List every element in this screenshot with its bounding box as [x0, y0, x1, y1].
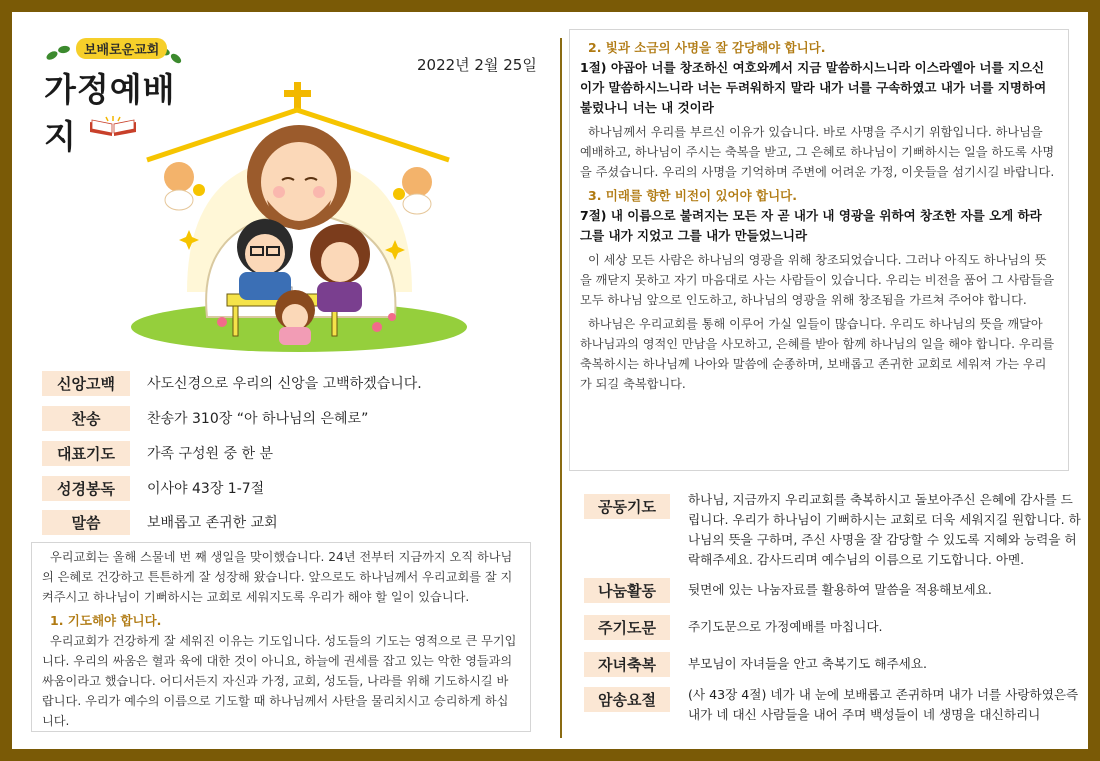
closing-row-common-prayer — [584, 490, 1084, 570]
bible-verse: 1절) 야곱아 너를 창조하신 여호와께서 지금 말씀하시느니라 이스라엘아 너를 지으신 이가 말씀하시느니라 너는 두려워하지 말라 내가 너를 구속하였고 내가 너를 지명하여 불렀나니 너는 내 것이라 — [580, 60, 1047, 115]
closing-row-blessing — [584, 652, 1084, 677]
closing-text: 뒷면에 있는 나눔자료를 활용하여 말씀을 적용해보세요. — [688, 582, 992, 597]
closing-text: 부모님이 자녀들을 안고 축복기도 해주세요. — [688, 656, 927, 671]
closing-label: 주기도문 — [584, 615, 670, 640]
section-body: 하나님은 우리교회를 통해 이루어 가실 일들이 많습니다. 우리도 하나님의 뜻을 깨달아 하나님과의 영적인 만남을 사모하고, 은혜를 받아 함께 하나님의 일을 해야 합니다. 우리를 축복하시는 하나님께 나아와 말씀에 순종하며, 보배롭고 존귀한 교회로 세워져 가는 우리가 되길 축복합니다. — [580, 317, 1055, 391]
order-label: 찬송 — [42, 406, 130, 431]
closing-row-memory-verse — [584, 685, 1084, 725]
closing-row-sharing — [584, 578, 1084, 603]
order-text: 이사야 43장 1-7절 — [147, 481, 265, 497]
section-title: 1. 기도해야 합니다. — [50, 613, 162, 628]
order-label: 대표기도 — [42, 441, 130, 466]
closing-text: 하나님, 지금까지 우리교회를 축복하시고 돌보아주신 은혜에 감사를 드립니다. 우리가 하나님이 기뻐하시는 교회로 더욱 세워지길 원합니다. 하나님의 뜻을 구하며, 주신 사명을 잘 감당할 수 있도록 지혜와 능력을 허락해주세요. 감사드리며 예수님의 이름으로 기도합니다. 아멘. — [688, 492, 1081, 567]
closing-label: 암송요절 — [584, 687, 670, 712]
order-text: 가족 구성원 중 한 분 — [147, 446, 273, 462]
sermon-box-right — [569, 29, 1069, 471]
order-text: 보배롭고 존귀한 교회 — [147, 515, 278, 531]
bulletin-title: 가정예배지 — [44, 70, 176, 156]
closing-label: 자녀축복 — [584, 652, 670, 677]
family-worship-illustration — [127, 82, 472, 357]
column-divider — [560, 38, 562, 738]
bible-verse: 7절) 내 이름으로 불려지는 모든 자 곧 내가 내 영광을 위하여 창조한 자를 오게 하라 그를 내가 지었고 그를 내가 만들었느니라 — [580, 208, 1042, 243]
bulletin-page — [12, 12, 1088, 749]
order-row-prayer — [42, 440, 273, 466]
leaf-icon — [57, 45, 70, 54]
order-row-hymn — [42, 405, 368, 431]
closing-text: 주기도문으로 가정예배를 마칩니다. — [688, 619, 883, 634]
closing-row-lords-prayer — [584, 615, 1084, 640]
leaf-icon — [45, 49, 59, 61]
order-label: 성경봉독 — [42, 476, 130, 501]
order-row-scripture — [42, 475, 264, 501]
section-body: 이 세상 모든 사람은 하나님의 영광을 위해 창조되었습니다. 그러나 아직도 하나님의 뜻을 깨닫지 못하고 자기 마음대로 사는 사람들이 있습니다. 우리는 비전을 품어 그 사람들을 모두 하나님 앞으로 인도하고, 하나님의 영광을 위해 창조됨을 가르쳐 주어야 합니다. — [580, 253, 1055, 307]
section-title: 2. 빛과 소금의 사명을 잘 감당해야 합니다. — [588, 40, 826, 55]
order-text: 찬송가 310장 “아 하나님의 은혜로” — [147, 411, 369, 427]
closing-label: 나눔활동 — [584, 578, 670, 603]
worship-date: 2022년 2월 25일 — [417, 56, 537, 74]
closing-label: 공동기도 — [584, 494, 670, 519]
order-label: 말씀 — [42, 510, 130, 535]
section-body: 우리교회가 건강하게 잘 세워진 이유는 기도입니다. 성도들의 기도는 영적으로 큰 무기입니다. 우리의 싸움은 혈과 육에 대한 것이 아니요, 하늘에 권세를 잡고 있는 악한 영들과의 싸움이라고 했습니다. 어디서든지 자신과 가정, 교회, 성도들, 나라를 위해 기도하시길 바랍니다. 우리가 예수의 이름으로 기도할 때 하나님께서 사탄을 물리치시고 승리하게 하십니다. — [42, 634, 517, 728]
section-body: 하나님께서 우리를 부르신 이유가 있습니다. 바로 사명을 주시기 위함입니다. 하나님을 예배하고, 하나님이 주시는 축복을 받고, 그 은혜로 하나님이 기뻐하시는 일을 하도록 사명을 주셨습니다. 우리의 사명을 기억하며 주변에 어려운 가정, 이웃들을 섬기시길 바랍니다. — [580, 125, 1055, 179]
order-label: 신앙고백 — [42, 371, 130, 396]
sermon-intro: 우리교회는 올해 스물네 번 째 생일을 맞이했습니다. 24년 전부터 지금까지 오직 하나님의 은혜로 건강하고 튼튼하게 잘 성장해 왔습니다. 앞으로도 하나님께서 우리교회를 잘 지켜주시고 하나님이 기뻐하시는 교회로 세워지도록 우리가 해야 할 일이 있습니다. — [42, 550, 513, 604]
order-row-confession — [42, 370, 422, 396]
church-name: 보배로운교회 — [76, 38, 167, 59]
order-row-sermon — [42, 509, 278, 535]
closing-text: (사 43장 4절) 네가 내 눈에 보배롭고 존귀하며 내가 너를 사랑하였은즉 내가 네 대신 사람들을 내어 주며 백성들이 네 생명을 대신하리니 — [688, 687, 1079, 722]
order-text: 사도신경으로 우리의 신앙을 고백하겠습니다. — [147, 376, 422, 392]
section-title: 3. 미래를 향한 비전이 있어야 합니다. — [588, 188, 798, 203]
sermon-box-left — [31, 542, 531, 732]
